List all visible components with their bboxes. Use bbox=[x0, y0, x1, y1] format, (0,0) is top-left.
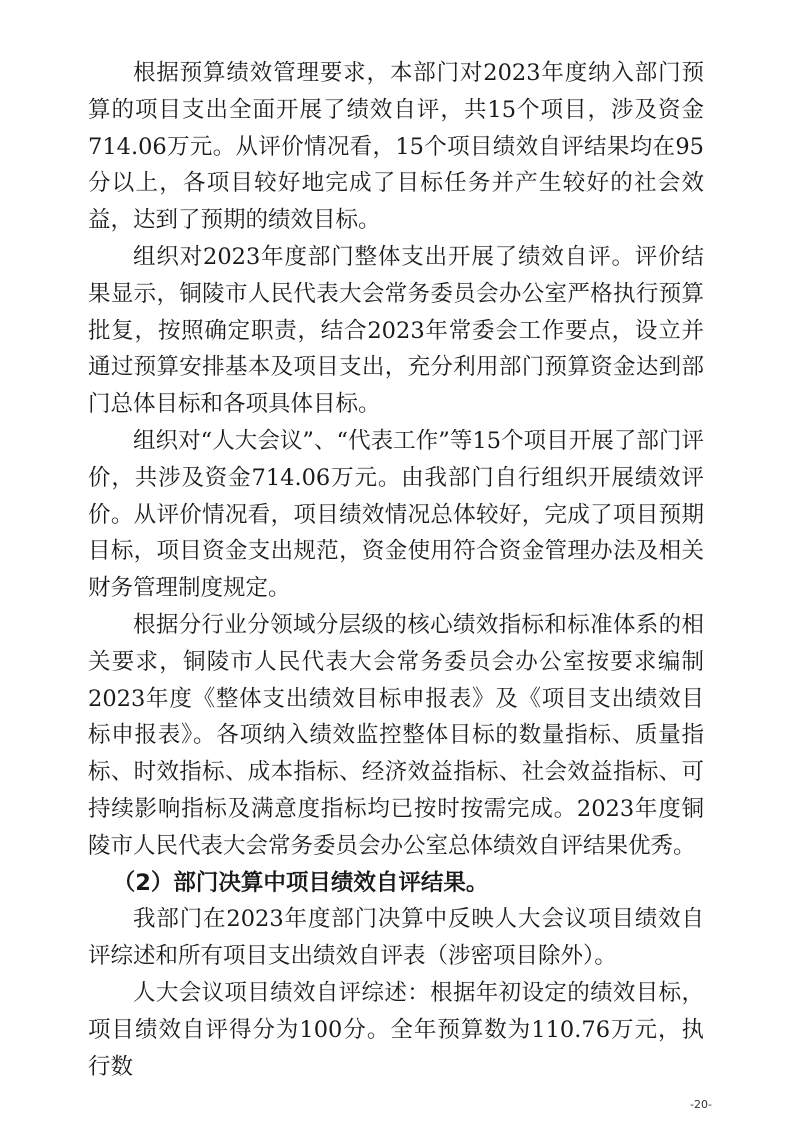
section-heading: （2）部门决算中项目绩效自评结果。 bbox=[112, 869, 489, 896]
paragraph-indicator-system: 根据分行业分领域分层级的核心绩效指标和标准体系的相关要求，铜陵市人民代表大会常务委员会办公室按要求编制2023年度《整体支出绩效目标申报表》及《项目支出绩效目标申报表》。各项纳入绩效监控整体目标的数量指标、质量指标、时效指标、成本指标、经济效益指标、社会效益指标、可持续影响指标及满意度指标均已按时按需完成。2023年度铜陵市人民代表大会常务委员会办公室总体绩效自评结果优秀。 bbox=[88, 611, 704, 859]
paragraph-final-accounts: 我部门在2023年度部门决算中反映人大会议项目绩效自评综述和所有项目支出绩效自评表（涉密项目除外）。 bbox=[88, 906, 704, 970]
paragraph-project-evaluation: 组织对“人大会议”、“代表工作”等15个项目开展了部门评价，共涉及资金714.06万元。由我部门自行组织开展绩效评价。从评价情况看，项目绩效情况总体较好，完成了项目预期目标，项目资金支出规范，资金使用符合资金管理办法及相关财务管理制度规定。 bbox=[88, 427, 704, 602]
paragraph-self-evaluation-overview: 根据预算绩效管理要求，本部门对2023年度纳入部门预算的项目支出全面开展了绩效自评，共15个项目，涉及资金714.06万元。从评价情况看，15个项目绩效自评结果均在95分以上，各项目较好地完成了目标任务并产生较好的社会效益，达到了预期的绩效目标。 bbox=[88, 60, 704, 234]
paragraph-overall-expenditure: 组织对2023年度部门整体支出开展了绩效自评。评价结果显示，铜陵市人民代表大会常务委员会办公室严格执行预算批复，按照确定职责，结合2023年常委会工作要点，设立并通过预算安排基本及项目支出，充分利用部门预算资金达到部门总体目标和各项具体目标。 bbox=[88, 243, 704, 418]
page-number: -20- bbox=[690, 1098, 712, 1111]
document-body bbox=[88, 55, 704, 1085]
paragraph-meeting-project-summary: 人大会议项目绩效自评综述：根据年初设定的绩效目标，项目绩效自评得分为100分。全年预算数为110.76万元，执行数 bbox=[88, 979, 704, 1080]
